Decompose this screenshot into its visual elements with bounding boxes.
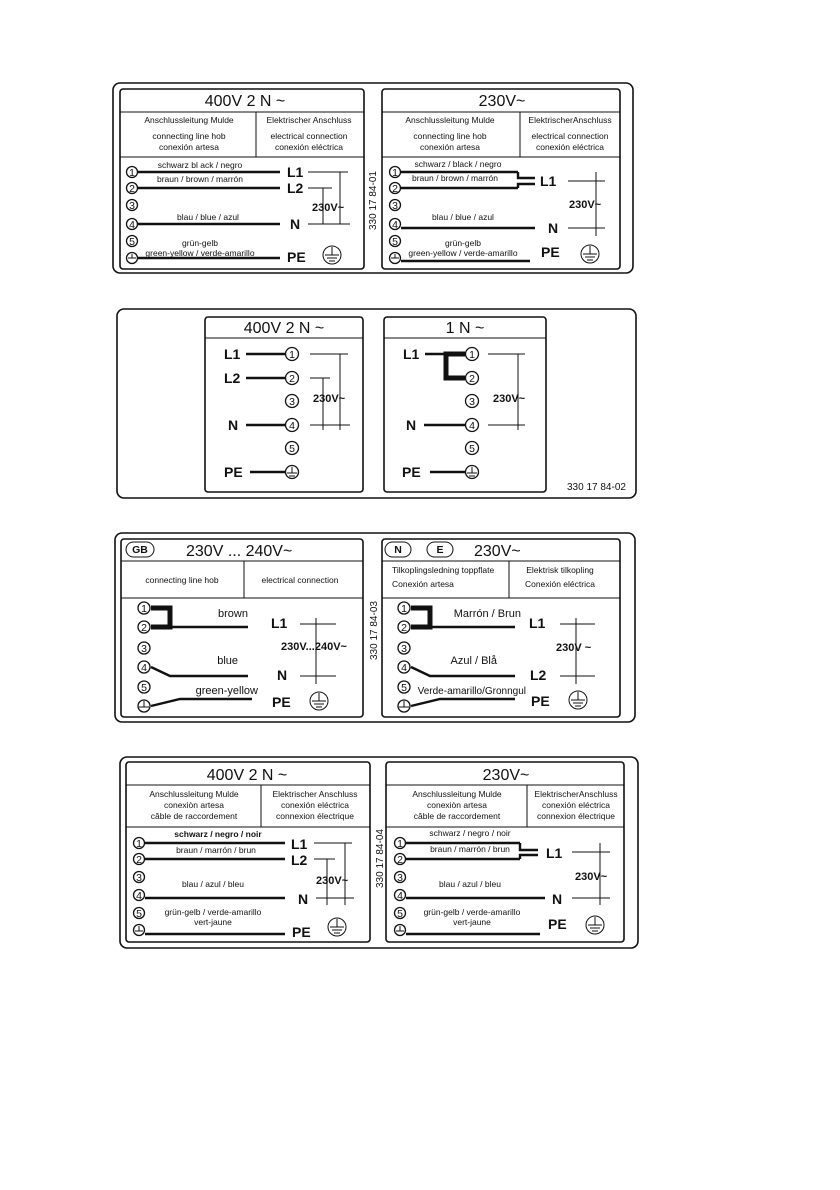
terminal-number: 3 xyxy=(401,643,407,655)
terminal-number: 4 xyxy=(129,219,135,231)
voltage-label: 230V ~ xyxy=(556,642,592,654)
panel-3-code: 330 17 84-03 xyxy=(369,601,380,660)
terminal-number: 4 xyxy=(397,890,403,902)
wire-label-5a: grün-gelb xyxy=(182,238,218,248)
wire-label-2: braun / marrón / brun xyxy=(430,844,510,854)
wire-label-brown: Marrón / Brun xyxy=(453,608,521,620)
terminal-n: N xyxy=(298,891,309,907)
voltage-arrows xyxy=(310,354,350,430)
head-right-line-3: connexion électrique xyxy=(276,811,354,821)
terminal-numbers xyxy=(127,167,138,264)
wire-label-blue: blue xyxy=(217,655,238,667)
head-right-line-2: conexión eléctrica xyxy=(541,800,611,810)
terminal-pe: PE xyxy=(287,249,306,265)
head-right-line-3: conexión eléctrica xyxy=(535,142,605,152)
country-badge-label: GB xyxy=(132,544,148,556)
terminal-number: 4 xyxy=(289,420,295,432)
panel-1-left-title: 400V 2 N ~ xyxy=(204,93,286,110)
panel-1-left-box xyxy=(120,89,364,269)
panel-4-left-title: 400V 2 N ~ xyxy=(206,767,288,784)
head-left-line-2: conexiòn artesa xyxy=(163,800,225,810)
terminal-number: 2 xyxy=(392,183,398,195)
panel-2-right-box xyxy=(384,317,546,492)
terminal-l1: L1 xyxy=(540,173,557,189)
terminal-number: 1 xyxy=(401,603,407,615)
terminal-number: 4 xyxy=(392,219,398,231)
terminal-pe: PE xyxy=(541,244,560,260)
wire-label-4: blau / blue / azul xyxy=(432,212,494,222)
terminal-number: 5 xyxy=(392,236,398,248)
terminal-number: 1 xyxy=(136,838,142,850)
panel-2-left-box xyxy=(205,317,363,492)
head-left-line-1: connecting line hob xyxy=(145,575,219,585)
head-left-line-1: Anschlussleitung Mulde xyxy=(405,115,495,125)
panel-1 xyxy=(113,83,633,273)
earth-terminal-icon xyxy=(466,466,479,479)
head-right-line-1: electrical connection xyxy=(261,575,339,585)
head-left-line-1: Anschlussleitung Mulde xyxy=(149,789,239,799)
wire-label-brown: brown xyxy=(218,608,248,620)
head-left-line-2: Conexión artesa xyxy=(392,579,454,589)
panel-3 xyxy=(115,533,635,722)
terminal-number: 5 xyxy=(141,682,147,694)
voltage-arrows xyxy=(488,354,525,430)
panel-1-right-box xyxy=(382,89,620,269)
terminal-l1: L1 xyxy=(224,346,241,362)
voltage-label: 230V~ xyxy=(316,875,349,887)
terminal-n: N xyxy=(277,667,288,683)
terminal-number: 2 xyxy=(469,373,475,385)
wire-label-1: schwarz / black / negro xyxy=(414,159,502,169)
terminal-number: 3 xyxy=(397,872,403,884)
head-left-line-3: conexión artesa xyxy=(419,142,481,152)
terminal-l1: L1 xyxy=(287,164,304,180)
earth-terminal-icon xyxy=(134,925,145,936)
bridge-link xyxy=(151,608,170,627)
head-right-line-2: Conexión eléctrica xyxy=(525,579,595,589)
panel-4-right-box xyxy=(386,762,624,942)
voltage-label: 230V~ xyxy=(313,393,346,405)
terminal-number: 4 xyxy=(469,420,475,432)
wire-label-5b: vert-jaune xyxy=(453,917,491,927)
terminal-l2: L2 xyxy=(287,180,304,196)
terminal-l2: L2 xyxy=(530,667,547,683)
bridge-link xyxy=(411,608,430,627)
earth-terminal-icon xyxy=(138,700,150,712)
head-right-line-3: conexión eléctrica xyxy=(274,142,344,152)
wire-label-4: blau / azul / bleu xyxy=(182,879,244,889)
terminal-number: 2 xyxy=(136,854,142,866)
head-right-line-1: ElektrischerAnschluss xyxy=(534,789,618,799)
terminal-number: 1 xyxy=(469,349,475,361)
voltage-label: 230V~ xyxy=(575,871,608,883)
terminal-number: 4 xyxy=(141,662,147,674)
wire-label-1: schwarz / negro / noir xyxy=(174,829,262,839)
wire-label-4: blau / azul / bleu xyxy=(439,879,501,889)
voltage-label: 230V~ xyxy=(312,202,345,214)
terminal-l2: L2 xyxy=(291,852,308,868)
terminal-n: N xyxy=(548,220,559,236)
wire-label-gy: green-yellow xyxy=(195,685,258,697)
panel-4-right-title: 230V~ xyxy=(482,767,530,784)
panel-2-left-title: 400V 2 N ~ xyxy=(243,320,325,337)
terminal-number: 3 xyxy=(129,200,135,212)
wire-label-2: braun / marrón / brun xyxy=(176,845,256,855)
terminal-number: 3 xyxy=(392,200,398,212)
head-left-line-3: câble de raccordement xyxy=(413,811,501,821)
terminal-n: N xyxy=(228,417,239,433)
terminal-number: 1 xyxy=(289,349,295,361)
voltage-label: 230V...240V~ xyxy=(281,641,347,653)
head-left-line-2: connecting line hob xyxy=(152,131,226,141)
terminal-number: 2 xyxy=(289,373,295,385)
terminal-number: 3 xyxy=(136,872,142,884)
wire-label-2: braun / brown / marrón xyxy=(157,174,243,184)
ground-symbol-icon xyxy=(328,918,346,936)
head-right-line-2: electrical connection xyxy=(270,131,348,141)
terminal-number: 4 xyxy=(401,662,407,674)
terminal-l2: L2 xyxy=(224,370,241,386)
terminal-l1: L1 xyxy=(403,346,420,362)
head-right-line-2: conexión eléctrica xyxy=(280,800,350,810)
terminal-n: N xyxy=(406,417,417,433)
terminal-number: 2 xyxy=(397,854,403,866)
terminal-number: 3 xyxy=(141,643,147,655)
terminal-l1: L1 xyxy=(271,615,288,631)
head-left-line-1: Tilkoplingsledning toppflate xyxy=(392,565,495,575)
terminal-number: 5 xyxy=(469,443,475,455)
panel-1-code: 330 17 84-01 xyxy=(368,171,379,230)
wire-label-5b: green-yellow / verde-amarillo xyxy=(408,248,518,258)
wire-label-5a: grün-gelb xyxy=(445,238,481,248)
head-right-line-3: connexion électrique xyxy=(537,811,615,821)
terminal-pe: PE xyxy=(402,464,421,480)
country-badge-label: E xyxy=(436,544,444,556)
terminal-number: 5 xyxy=(136,908,142,920)
panel-3-right-title: 230V~ xyxy=(474,543,521,560)
ground-symbol-icon xyxy=(586,916,604,934)
panel-2 xyxy=(117,309,636,498)
head-left-line-3: conexión artesa xyxy=(158,142,220,152)
voltage-label: 230V~ xyxy=(493,393,526,405)
head-left-line-2: connecting line hob xyxy=(413,131,487,141)
terminal-number: 1 xyxy=(397,838,403,850)
voltage-arrows xyxy=(308,172,350,224)
terminal-number: 1 xyxy=(392,167,398,179)
terminal-pe: PE xyxy=(224,464,243,480)
panel-4 xyxy=(120,757,638,948)
earth-terminal-icon xyxy=(286,466,299,479)
panel-2-code: 330 17 84-02 xyxy=(567,482,626,493)
ground-symbol-icon xyxy=(310,692,328,710)
voltage-arrows xyxy=(314,843,354,905)
terminal-number: 1 xyxy=(129,167,135,179)
wire-label-4: blau / blue / azul xyxy=(177,212,239,222)
terminal-n: N xyxy=(552,891,563,907)
voltage-label: 230V~ xyxy=(569,199,602,211)
head-right-line-1: Elektrischer Anschluss xyxy=(266,115,352,125)
terminal-number: 1 xyxy=(141,603,147,615)
country-badge-label: N xyxy=(394,544,402,556)
wire-label-2: braun / brown / marrón xyxy=(412,173,498,183)
head-left-line-1: Anschlussleitung Mulde xyxy=(144,115,234,125)
terminal-pe: PE xyxy=(548,916,567,932)
terminal-pe: PE xyxy=(272,694,291,710)
panel-4-left-box xyxy=(126,762,370,942)
bridge-link xyxy=(446,354,465,378)
wire-label-blue: Azul / Blå xyxy=(450,655,497,667)
terminal-number: 3 xyxy=(289,396,295,408)
wire-label-1: schwarz bl ack / negro xyxy=(157,160,243,170)
terminal-number: 5 xyxy=(401,682,407,694)
panel-1-right-title: 230V~ xyxy=(478,93,526,110)
ground-symbol-icon xyxy=(569,691,587,709)
terminal-l1: L1 xyxy=(546,845,563,861)
terminal-number: 5 xyxy=(397,908,403,920)
panel-3-left-box xyxy=(121,539,363,717)
wire-label-5a: grün-gelb / verde-amarillo xyxy=(423,907,521,917)
terminal-l1: L1 xyxy=(529,615,546,631)
terminal-number: 2 xyxy=(129,183,135,195)
panel-2-right-title: 1 N ~ xyxy=(445,320,485,337)
terminal-number: 3 xyxy=(469,396,475,408)
wire-label-1: schwarz / negro / noir xyxy=(429,828,511,838)
ground-symbol-icon xyxy=(323,246,341,264)
head-left-line-3: câble de raccordement xyxy=(150,811,238,821)
panel-3-right-box xyxy=(382,539,620,717)
head-right-line-1: Elektrisk tilkopling xyxy=(526,565,594,575)
panel-4-code: 330 17 84-04 xyxy=(375,829,386,888)
terminal-number: 5 xyxy=(289,443,295,455)
head-right-line-1: Elektrischer Anschluss xyxy=(272,789,358,799)
panel-3-left-title: 230V ... 240V~ xyxy=(186,543,293,560)
terminal-l1: L1 xyxy=(291,836,308,852)
terminal-number: 5 xyxy=(129,236,135,248)
wire-label-5b: green-yellow / verde-amarillo xyxy=(145,248,255,258)
head-left-line-1: Anschlussleitung Mulde xyxy=(412,789,502,799)
wire-label-5a: grün-gelb / verde-amarillo xyxy=(164,907,262,917)
head-right-line-2: electrical connection xyxy=(531,131,609,141)
wire-label-5b: vert-jaune xyxy=(194,917,232,927)
terminal-number: 4 xyxy=(136,890,142,902)
terminal-pe: PE xyxy=(531,693,550,709)
wire-label-gy: Verde-amarillo/Gronngul xyxy=(417,686,526,697)
head-left-line-2: conexiòn artesa xyxy=(426,800,488,810)
earth-terminal-icon xyxy=(398,700,410,712)
terminal-pe: PE xyxy=(292,924,311,940)
ground-symbol-icon xyxy=(581,245,599,263)
terminal-number: 2 xyxy=(401,622,407,634)
head-right-line-1: ElektrischerAnschluss xyxy=(528,115,612,125)
terminal-number: 2 xyxy=(141,622,147,634)
terminal-n: N xyxy=(290,216,301,232)
earth-terminal-icon xyxy=(395,925,406,936)
terminal-numbers xyxy=(390,167,401,264)
